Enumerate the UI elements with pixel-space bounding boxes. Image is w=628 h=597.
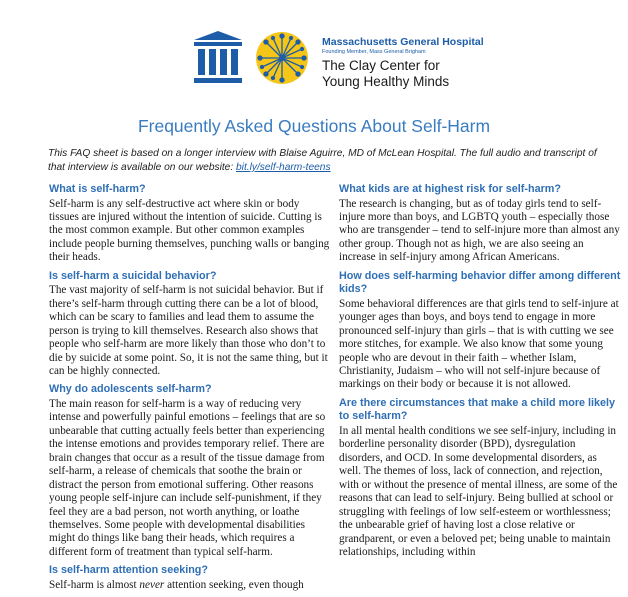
organization-name — [322, 36, 484, 90]
faq-question: What kids are at highest risk for self-harm? — [339, 183, 561, 195]
hospital-name: Massachusetts General Hospital — [322, 36, 484, 48]
center-name-line-1: The Clay Center for — [322, 58, 440, 73]
faq-question: How does self-harming behavior differ among different kids? — [339, 269, 621, 296]
faq-answer: The research is changing, but as of today girls tend to self-injure more than boys, and LGBTQ youth – especially those who are transgender – tend to self-injure more than almost any other group. Though not as high, we are also seeing an increase in self-injury among African Americans. — [339, 197, 620, 264]
faq-answer: The vast majority of self-harm is not suicidal behavior. But if there’s self-harm through cutting there can be a lot of blood, which can be scary to families and lead them to assume the person is trying to kill themselves. Research also shows that people who self-harm are more likely than those who don’t to die by suicide at some point. So, it is not the same thing, but it can be highly connected. — [49, 284, 328, 377]
faq-answer: Self-harm is any self-destructive act where skin or body tissues are injured without the intention of suicide. Cutting is the most common example. But other common examples include people burning themselves, punching walls or banging their heads. — [49, 197, 330, 264]
intro-paragraph — [48, 147, 608, 175]
faq-answer: The main reason for self-harm is a way of reducing very intense and powerfully painful emotions – feelings that are so unbearable that cutting actually feels better than experiencing the intense emotions and provides temporary relief. There are brain changes that occur as a result of the tissue damage from self-harm, a release of chemicals that soothe the brain or distract the person from emotional suffering. Other reasons young people self-injure can include self-punishment, if they feel they are a bad person, not worth anything, or loathe themselves. Some people with developmental disabilities might do things like bang their heads, which requires a different form of treatment than typical self-harm. — [49, 397, 326, 558]
center-name-line-2: Young Healthy Minds — [322, 74, 450, 89]
faq-question: Is self-harm attention seeking? — [49, 564, 208, 577]
left-column — [49, 183, 331, 597]
faq-answer-emphasis: never — [139, 578, 165, 591]
header-logo-block — [190, 28, 490, 108]
clay-center-sun-logo-icon — [252, 28, 312, 88]
faq-answer-text: attention seeking, even though — [164, 578, 304, 591]
faq-answer: Some behavioral differences are that girls tend to self-injure at younger ages than boys, and boys tend to engage in more pronounced self-injury than girls – that is with cutting we see more stitches, for example. We also know that some young people who are devout in their faith – whether Islam, Christianity, Judaism – who will not self-injure because of markings on their body or because it is not allowed. — [339, 297, 619, 391]
page-title: Frequently Asked Questions About Self-Harm — [137, 116, 491, 136]
website-link[interactable]: bit.ly/self-harm-teens — [236, 162, 331, 173]
mgh-columns-logo-icon — [190, 28, 246, 88]
hospital-subtitle: Founding Member, Mass General Brigham — [322, 49, 426, 55]
faq-answer: In all mental health conditions we see self-injury, including in borderline personality disorder (BPD), dysregulation disorders, and OCD. In some developmental disorders, as well. The themes of loss, lack of connection, and rejection, with or without the presence of mental illness, are some of the reasons that can lead to self-injury. Being bullied at school or struggling with feelings of low self-esteem or worthlessness; the unbearable grief of having lost a close relative or grandparent, or even a beloved pet; being unable to maintain relationships, including within — [339, 424, 618, 559]
faq-question: What is self-harm? — [49, 183, 146, 195]
right-column — [339, 183, 621, 564]
faq-question: Is self-harm a suicidal behavior? — [49, 269, 217, 282]
intro-text: This FAQ sheet is based on a longer interview with Blaise Aguirre, MD of McLean Hospital. The full audio and transcript of that interview is available on our website: — [48, 148, 597, 173]
faq-question: Are there circumstances that make a child more likely to self-harm? — [339, 396, 616, 423]
faq-question: Why do adolescents self-harm? — [49, 383, 212, 396]
faq-answer-text: Self-harm is almost — [49, 578, 140, 591]
faq-answer — [49, 579, 331, 592]
